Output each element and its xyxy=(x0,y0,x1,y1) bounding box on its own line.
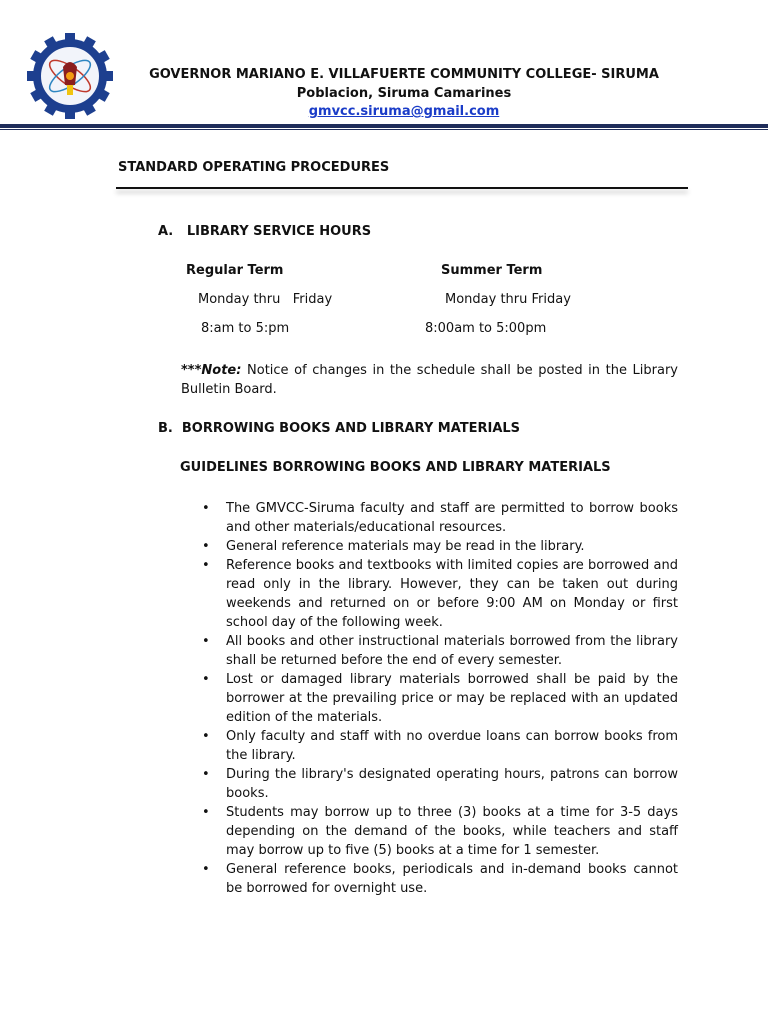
summer-term-days: Monday thru Friday xyxy=(445,292,571,307)
college-address: Poblacion, Siruma Camarines xyxy=(296,86,512,101)
summer-term-label: Summer Term xyxy=(441,263,543,278)
guideline-item: • Students may borrow up to three (3) books at a time for 3-5 days depending on the demand of the books, while teachers and staff may borrow up to five (5) books at a time for 1 semester. xyxy=(200,803,678,860)
guideline-item: • General reference materials may be read in the library. xyxy=(200,537,678,556)
header-divider xyxy=(0,124,768,128)
header-divider-thin xyxy=(0,129,768,130)
guideline-item: • The GMVCC-Siruma faculty and staff are permitted to borrow books and other materials/educational resources. xyxy=(200,499,678,537)
guideline-item: • During the library's designated operating hours, patrons can borrow books. xyxy=(200,765,678,803)
regular-term-label: Regular Term xyxy=(186,263,284,278)
guideline-item: • General reference books, periodicals and in-demand books cannot be borrowed for overnight use. xyxy=(200,860,678,898)
summer-term-time: 8:00am to 5:00pm xyxy=(425,321,547,336)
regular-term-time: 8:am to 5:pm xyxy=(201,321,290,336)
section-b-heading: B. BORROWING BOOKS AND LIBRARY MATERIALS xyxy=(158,421,521,436)
guideline-item: • Lost or damaged library materials borrowed shall be paid by the borrower at the prevailing price or may be replaced with an updated edition of the materials. xyxy=(200,670,678,727)
guidelines-list xyxy=(200,499,678,898)
guidelines-heading: GUIDELINES BORROWING BOOKS AND LIBRARY MATERIALS xyxy=(180,460,611,475)
note-text: Notice of changes in the schedule shall be posted in the Library Bulletin Board. xyxy=(181,363,678,397)
guideline-item: • All books and other instructional materials borrowed from the library shall be returned before the end of every semester. xyxy=(200,632,678,670)
schedule-note xyxy=(181,361,678,399)
note-label: ***Note: xyxy=(181,363,242,378)
section-a-heading: A. LIBRARY SERVICE HOURS xyxy=(158,224,372,239)
college-name: GOVERNOR MARIANO E. VILLAFUERTE COMMUNITY COLLEGE- SIRUMA xyxy=(149,67,659,82)
college-email-link[interactable]: gmvcc.siruma@gmail.com xyxy=(308,104,500,119)
regular-term-days: Monday thru Friday xyxy=(198,292,333,307)
guideline-item: • Reference books and textbooks with limited copies are borrowed and read only in the library. However, they can be taken out during weekends and returned on or before 9:00 AM on Monday or first school day of the following week. xyxy=(200,556,678,632)
title-divider xyxy=(116,187,688,189)
guideline-item: • Only faculty and staff with no overdue loans can borrow books from the library. xyxy=(200,727,678,765)
document-title: STANDARD OPERATING PROCEDURES xyxy=(118,160,390,175)
